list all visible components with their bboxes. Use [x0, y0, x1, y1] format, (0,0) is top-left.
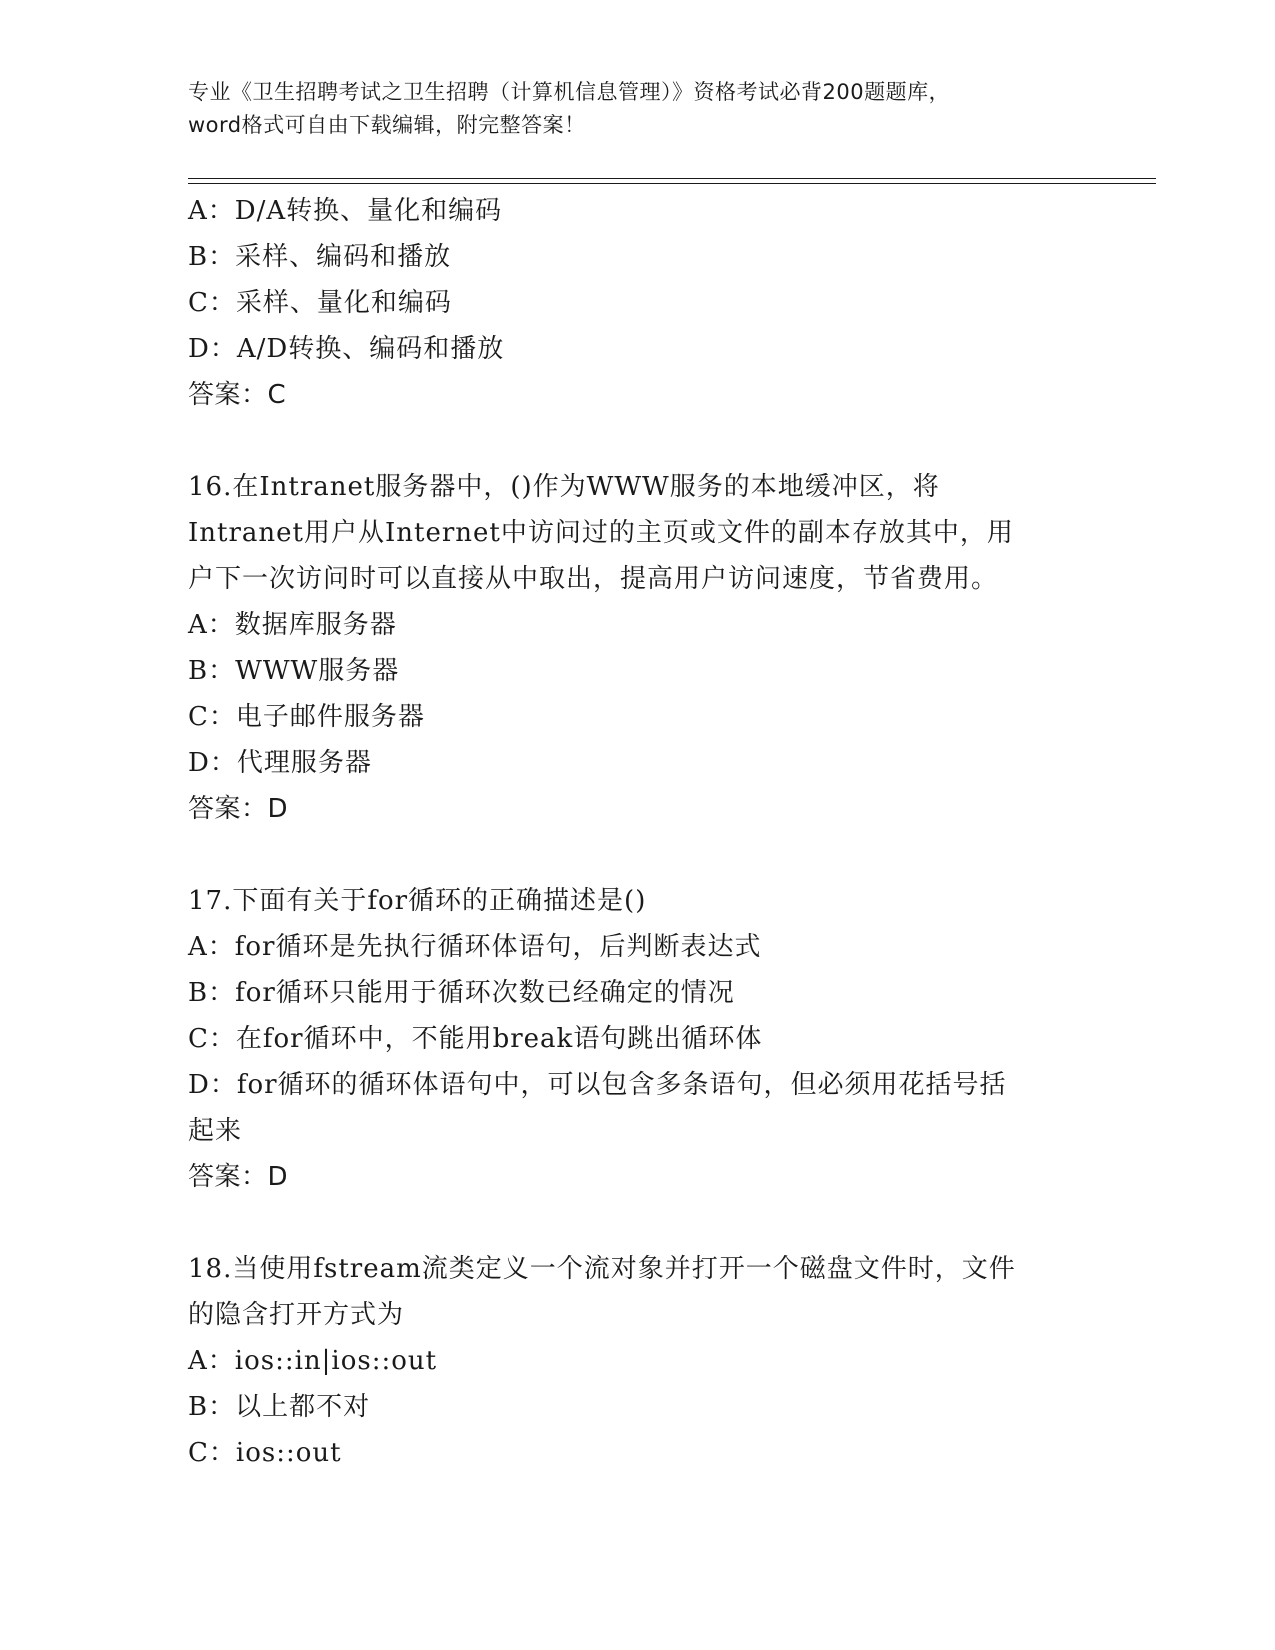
option-c: C：电子邮件服务器 — [188, 702, 425, 732]
option-d: D：代理服务器 — [188, 748, 372, 778]
question-stem-line-2: 的隐含打开方式为 — [188, 1300, 405, 1330]
option-a: A：ios::in|ios::out — [188, 1346, 438, 1376]
option-c: C：在for循环中，不能用break语句跳出循环体 — [188, 1024, 763, 1054]
answer-line: 答案：D — [188, 794, 289, 824]
question-16 — [188, 464, 1088, 832]
option-d: D：A/D转换、编码和播放 — [188, 334, 505, 364]
option-d: D：for循环的循环体语句中，可以包含多条语句，但必须用花括号括 — [188, 1070, 1007, 1100]
spacer — [188, 832, 1088, 878]
question-stem-line-1: 16.在Intranet服务器中，()作为WWW服务的本地缓冲区，将 — [188, 472, 940, 502]
header-line-2: word格式可自由下载编辑，附完整答案！ — [188, 113, 586, 137]
header-divider-top — [188, 178, 1156, 179]
question-stem-line-1: 18.当使用fstream流类定义一个流对象并打开一个磁盘文件时，文件 — [188, 1254, 1016, 1284]
option-c: C：ios::out — [188, 1438, 342, 1468]
header-line-1: 专业《卫生招聘考试之卫生招聘（计算机信息管理）》资格考试必背200题题库， — [188, 80, 951, 104]
option-a: A：for循环是先执行循环体语句，后判断表达式 — [188, 932, 762, 962]
answer-line: 答案：D — [188, 1162, 289, 1192]
question-stem-line-3: 户下一次访问时可以直接从中取出，提高用户访问速度，节省费用。 — [188, 564, 999, 594]
option-d-continued: 起来 — [188, 1116, 243, 1146]
question-18 — [188, 1246, 1088, 1476]
question-stem-line-2: Intranet用户从Internet中访问过的主页或文件的副本存放其中，用 — [188, 518, 1014, 548]
answer-line: 答案：C — [188, 380, 287, 410]
option-c: C：采样、量化和编码 — [188, 288, 452, 318]
question-stem-line-1: 17.下面有关于for循环的正确描述是() — [188, 886, 647, 916]
question-15 — [188, 188, 1088, 418]
option-a: A：D/A转换、量化和编码 — [188, 196, 503, 226]
option-b: B：以上都不对 — [188, 1392, 371, 1422]
spacer — [188, 1200, 1088, 1246]
option-b: B：WWW服务器 — [188, 656, 400, 686]
spacer — [188, 418, 1088, 464]
question-17 — [188, 878, 1088, 1200]
document-header — [188, 76, 1088, 142]
header-divider-bottom — [188, 183, 1156, 184]
option-a: A：数据库服务器 — [188, 610, 397, 640]
option-b: B：for循环只能用于循环次数已经确定的情况 — [188, 978, 735, 1008]
question-list — [188, 188, 1088, 1476]
option-b: B：采样、编码和播放 — [188, 242, 452, 272]
